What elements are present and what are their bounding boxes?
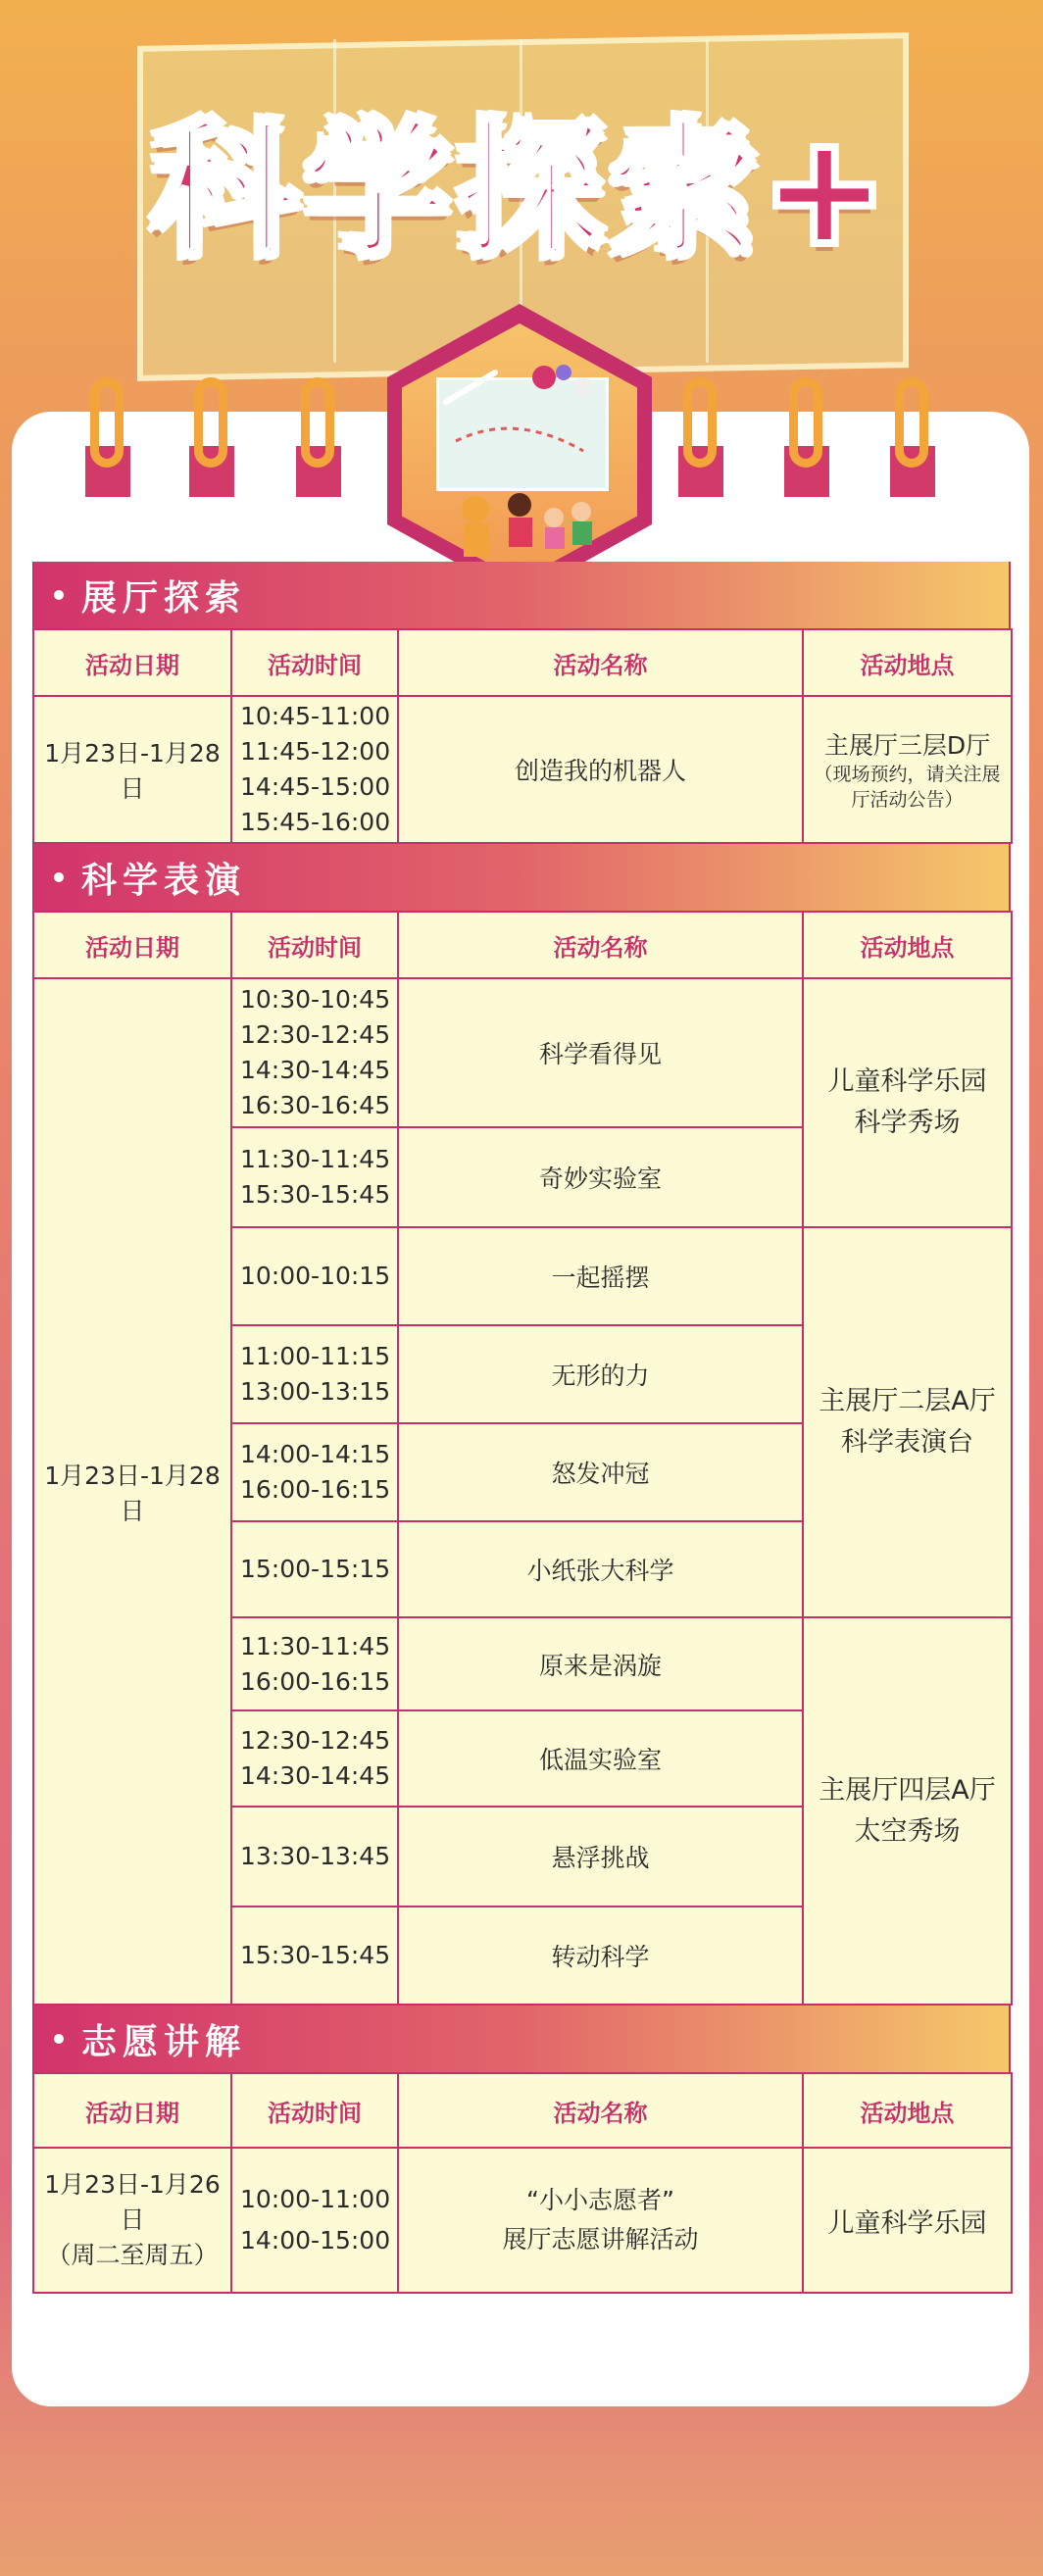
- activity-name-cell: 小纸张大科学: [398, 1521, 803, 1617]
- activity-name-cell: 怒发冲冠: [398, 1423, 803, 1521]
- binder-ring-icon: [789, 377, 822, 468]
- time-cell: [231, 2148, 398, 2293]
- table-row: [33, 2148, 1012, 2293]
- place-line: 儿童科学乐园: [827, 1066, 987, 1097]
- time-slot: 13:30-13:45: [240, 1842, 391, 1870]
- column-header-date: 活动日期: [33, 912, 231, 978]
- date-cell: 1月23日-1月28日: [33, 978, 231, 2005]
- section-header-exhibition: [32, 562, 1011, 628]
- activity-name-cell: 转动科学: [398, 1907, 803, 2005]
- column-header-place: 活动地点: [803, 2073, 1012, 2148]
- place-note: （现场预约，请关注展厅活动公告）: [814, 764, 1001, 811]
- table-header-row: [33, 912, 1012, 978]
- place-cell: 儿童科学乐园: [803, 2148, 1012, 2293]
- explorers-illustration: [417, 343, 622, 569]
- time-slot: 13:00-13:15: [240, 1377, 391, 1406]
- date-cell: 1月23日-1月28日: [33, 696, 231, 843]
- time-slot: 15:00-15:15: [240, 1555, 391, 1583]
- table-row: [33, 978, 1012, 1127]
- time-slot: 12:30-12:45: [240, 1020, 391, 1049]
- section-header-volunteer: [32, 2006, 1011, 2072]
- binder-ring-icon: [194, 377, 227, 468]
- schedule: [32, 562, 1011, 2294]
- column-header-date: 活动日期: [33, 629, 231, 696]
- time-cell: [231, 1227, 398, 1325]
- date-cell: [33, 2148, 231, 2293]
- time-slot: 11:30-11:45: [240, 1631, 391, 1660]
- time-cell: [231, 1521, 398, 1617]
- bullet-icon: [54, 590, 64, 600]
- time-slot: 11:30-11:45: [240, 1145, 391, 1173]
- binder-ring-icon: [895, 377, 928, 468]
- section-title: 展厅探索: [81, 577, 247, 619]
- activity-name-cell: 低温实验室: [398, 1710, 803, 1807]
- time-slot: 10:45-11:00: [240, 702, 391, 730]
- time-slot: 16:30-16:45: [240, 1091, 391, 1119]
- exhibition-table: [32, 628, 1013, 844]
- time-cell: [231, 1617, 398, 1710]
- activity-name-cell: 无形的力: [398, 1325, 803, 1423]
- time-slot: 15:45-16:00: [240, 808, 391, 836]
- date-line: 1月23日-1月26日: [44, 2170, 221, 2234]
- time-slot: 12:30-12:45: [240, 1726, 391, 1755]
- time-slot: 14:00-15:00: [240, 2226, 391, 2254]
- time-cell: [231, 1710, 398, 1807]
- time-cell: [231, 1907, 398, 2005]
- time-slot: 16:00-16:15: [240, 1475, 391, 1504]
- activity-name-cell: 原来是涡旋: [398, 1617, 803, 1710]
- place-line: 主展厅二层A厅: [819, 1386, 996, 1416]
- table-row: [33, 696, 1012, 843]
- activity-name-line: 展厅志愿讲解活动: [502, 2225, 699, 2254]
- activity-name-line: “小小志愿者”: [526, 2186, 674, 2214]
- column-header-time: 活动时间: [231, 912, 398, 978]
- activity-name-cell: 奇妙实验室: [398, 1127, 803, 1227]
- column-header-time: 活动时间: [231, 629, 398, 696]
- bullet-icon: [54, 872, 64, 882]
- performance-table: [32, 911, 1013, 2006]
- time-cell: [231, 1423, 398, 1521]
- place-cell: [803, 978, 1012, 1227]
- time-slot: 11:45-12:00: [240, 737, 391, 766]
- activity-name-cell: 科学看得见: [398, 978, 803, 1127]
- time-slot: 10:00-11:00: [240, 2185, 391, 2213]
- time-slot: 14:45-15:00: [240, 772, 391, 801]
- bullet-icon: [54, 2034, 64, 2044]
- place-cell: [803, 1227, 1012, 1617]
- column-header-time: 活动时间: [231, 2073, 398, 2148]
- time-slot: 16:00-16:15: [240, 1666, 391, 1696]
- page-title: 科学探索+: [151, 106, 892, 276]
- time-slot: 15:30-15:45: [240, 1180, 391, 1209]
- time-cell: [231, 1807, 398, 1907]
- column-header-name: 活动名称: [398, 629, 803, 696]
- place-line: 科学秀场: [854, 1108, 961, 1138]
- activity-name-cell: 悬浮挑战: [398, 1807, 803, 1907]
- place-cell: [803, 1617, 1012, 2005]
- column-header-name: 活动名称: [398, 2073, 803, 2148]
- place-name: 主展厅三层D厅: [823, 731, 991, 760]
- column-header-place: 活动地点: [803, 629, 1012, 696]
- binder-ring-icon: [90, 377, 124, 468]
- time-slot: 14:00-14:15: [240, 1440, 391, 1468]
- time-cell: [231, 1127, 398, 1227]
- section-header-performance: [32, 844, 1011, 911]
- place-line: 科学表演台: [841, 1427, 973, 1458]
- binder-ring-icon: [683, 377, 717, 468]
- section-title: 科学表演: [81, 860, 247, 901]
- time-slot: 10:00-10:15: [240, 1262, 391, 1290]
- column-header-date: 活动日期: [33, 2073, 231, 2148]
- date-line: （周二至周五）: [46, 2241, 219, 2269]
- activity-name-cell: 一起摇摆: [398, 1227, 803, 1325]
- table-header-row: [33, 629, 1012, 696]
- place-cell: [803, 696, 1012, 843]
- time-cell: [231, 978, 398, 1127]
- column-header-place: 活动地点: [803, 912, 1012, 978]
- column-header-name: 活动名称: [398, 912, 803, 978]
- time-slot: 15:30-15:45: [240, 1941, 391, 1969]
- activity-name-cell: [398, 2148, 803, 2293]
- activity-name-cell: 创造我的机器人: [398, 696, 803, 843]
- place-line: 太空秀场: [854, 1815, 961, 1847]
- time-slot: 14:30-14:45: [240, 1056, 391, 1084]
- volunteer-table: [32, 2072, 1013, 2294]
- time-cell: [231, 1325, 398, 1423]
- time-slot: 14:30-14:45: [240, 1761, 391, 1790]
- time-slot: 11:00-11:15: [240, 1342, 391, 1370]
- section-title: 志愿讲解: [81, 2021, 247, 2062]
- time-slot: 10:30-10:45: [240, 985, 391, 1014]
- table-header-row: [33, 2073, 1012, 2148]
- time-cell: [231, 696, 398, 843]
- binder-ring-icon: [301, 377, 334, 468]
- place-line: 主展厅四层A厅: [819, 1774, 996, 1806]
